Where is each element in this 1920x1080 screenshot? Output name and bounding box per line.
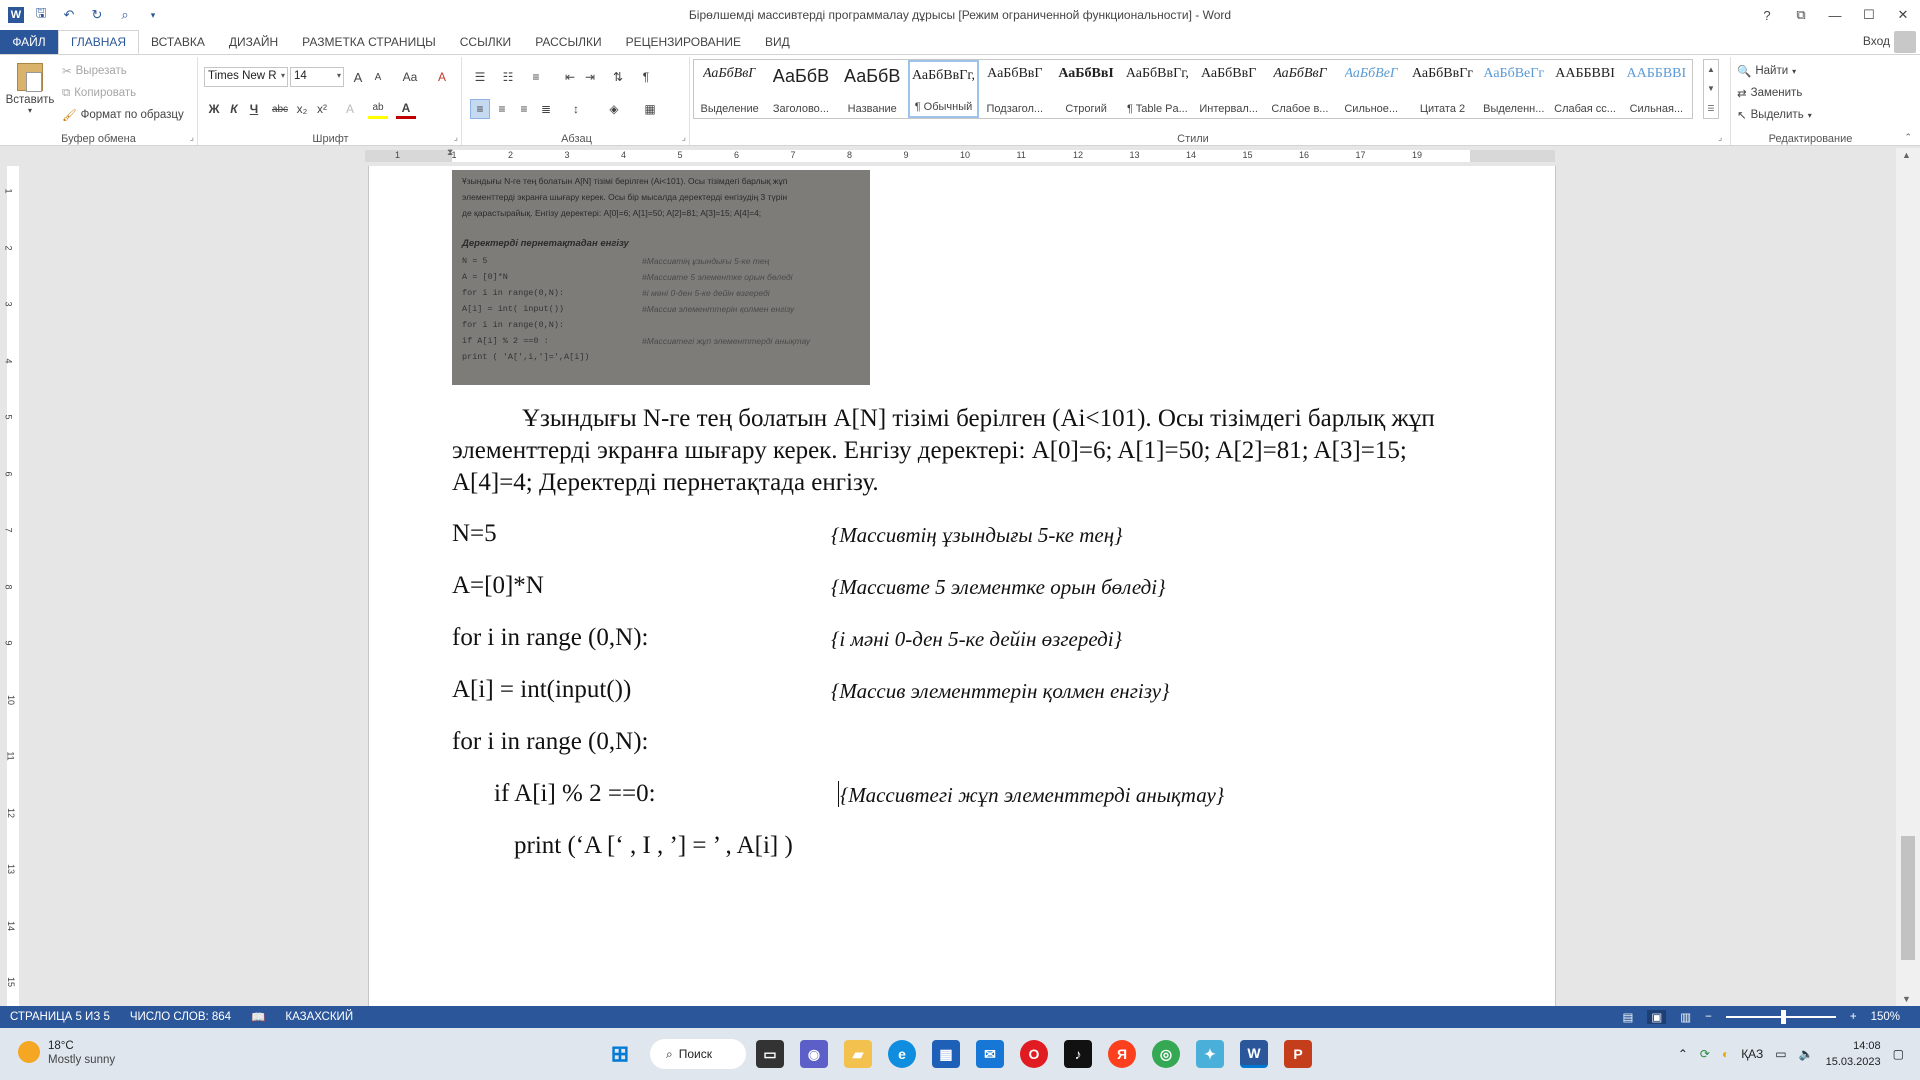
- sort-icon: ⇅: [612, 70, 624, 84]
- style-item[interactable]: [1549, 60, 1620, 118]
- clock-time: 14:08: [1853, 1040, 1881, 1052]
- ruler-number: 9: [903, 150, 909, 160]
- ruler-number: 17: [1355, 150, 1366, 160]
- ruler-number: 12: [6, 807, 17, 818]
- style-preview: АаБбВеГг: [1483, 66, 1545, 81]
- binoculars-icon: 🔍: [1737, 66, 1752, 78]
- clock-date: 15.03.2023: [1825, 1056, 1881, 1068]
- font-launcher-icon[interactable]: ⌟: [453, 132, 458, 142]
- code-line: print (‘A [‘ , I , ’] = ’ , A[i] ): [514, 832, 793, 859]
- status-bar: [0, 1006, 1920, 1028]
- style-item[interactable]: [1050, 60, 1121, 118]
- document-title: Бірөлшемді массивтерді программалау дұрысы [Режим ограниченной функциональности] - Word: [688, 8, 1232, 22]
- style-preview: АаБбВвГ: [1200, 66, 1257, 81]
- style-item[interactable]: [979, 60, 1050, 118]
- word-count[interactable]: ЧИСЛО СЛОВ: 864: [129, 1011, 232, 1023]
- ribbon-display-options-button[interactable]: ⧉: [1796, 7, 1806, 22]
- style-name: Сильное...: [1344, 103, 1399, 115]
- redo-icon[interactable]: ↻: [91, 7, 103, 22]
- font-color-button[interactable]: [396, 99, 416, 119]
- keyboard-language[interactable]: ҚАЗ: [1741, 1047, 1764, 1061]
- word-app-icon[interactable]: W: [8, 7, 24, 23]
- save-icon[interactable]: 🖫: [35, 5, 47, 20]
- shrink-font-icon: A: [374, 71, 382, 83]
- read-mode-icon[interactable]: ▤: [1622, 1012, 1634, 1024]
- increase-indent-button[interactable]: [580, 67, 600, 87]
- paragraph-group-label: Абзац: [561, 133, 592, 145]
- style-preview: АаБбВеГ: [1344, 66, 1398, 81]
- ruler-number: 14: [1186, 150, 1197, 160]
- code-line: N=5: [452, 520, 497, 547]
- strikethrough-icon: abc: [271, 103, 289, 115]
- photo-code-comment: #Массивтегі жұп элементтерді анықтау: [642, 336, 811, 346]
- paragraph-launcher-icon[interactable]: ⌟: [681, 132, 686, 142]
- style-item[interactable]: [1407, 60, 1478, 118]
- style-item[interactable]: [1336, 60, 1407, 118]
- change-case-button[interactable]: [396, 67, 424, 87]
- zoom-slider[interactable]: [1726, 1016, 1836, 1018]
- text-effects-icon: A: [345, 102, 354, 116]
- chrome-icon[interactable]: ◎: [1152, 1040, 1180, 1068]
- ruler-number: 8: [847, 150, 853, 160]
- code-line: A=[0]*N: [452, 572, 544, 599]
- sun-icon: [18, 1041, 40, 1063]
- line-spacing-button[interactable]: [566, 99, 586, 119]
- system-tray: [1678, 1028, 1920, 1080]
- ruler-number: 7: [790, 150, 796, 160]
- security-icon[interactable]: ◐: [1721, 1047, 1730, 1061]
- ruler-number: 9: [3, 640, 14, 646]
- photo-code-line: A[i] = int( input()): [462, 304, 565, 314]
- ruler-number: 14: [6, 920, 17, 931]
- style-name: Название: [847, 103, 897, 115]
- tab-references[interactable]: ССЫЛКИ: [459, 35, 512, 49]
- textbook-photo[interactable]: [452, 170, 870, 385]
- style-preview: АаБбВвГг,: [1125, 66, 1189, 81]
- editing-group: [1730, 57, 1890, 145]
- chevron-down-icon: ▾: [336, 71, 341, 80]
- ruler-number: 4: [3, 357, 14, 364]
- justify-button[interactable]: [536, 99, 556, 119]
- increase-indent-icon: ⇥: [584, 70, 596, 84]
- style-preview: ААББВВI: [1626, 66, 1687, 81]
- code-comment: {Массив элементтерін қолмен енгізу}: [831, 679, 1170, 703]
- align-center-button[interactable]: [492, 99, 512, 119]
- ruler-number: 12: [1073, 150, 1084, 160]
- ruler-number: 10: [6, 694, 17, 705]
- style-preview: АаБбВвГ: [987, 66, 1043, 81]
- brush-icon: 🖌: [62, 110, 77, 122]
- tab-review[interactable]: РЕЦЕНЗИРОВАНИЕ: [625, 35, 741, 49]
- cursor-icon: ↖: [1737, 110, 1747, 122]
- proofing-icon[interactable]: 📖: [251, 1012, 266, 1024]
- web-layout-icon[interactable]: ▥: [1680, 1012, 1692, 1024]
- style-name: Слабое в...: [1271, 103, 1329, 115]
- ruler-number: 3: [3, 301, 14, 307]
- underline-button[interactable]: [244, 99, 264, 119]
- photo-code-comment: #Массив элементтерін қолмен енгізу: [642, 304, 795, 314]
- code-comment: {і мәні 0-ден 5-ке дейін өзгереді}: [831, 627, 1122, 651]
- style-name: Слабая сс...: [1554, 103, 1616, 115]
- customize-qat-icon[interactable]: ▾: [150, 9, 156, 20]
- style-name: Выделение: [700, 103, 759, 115]
- shrink-font-button[interactable]: [368, 67, 388, 87]
- ruler-number: 7: [3, 527, 14, 533]
- chevron-down-icon: ▾: [280, 71, 285, 80]
- font-size-value: 14: [294, 70, 307, 82]
- style-name: Сильная...: [1629, 103, 1684, 115]
- superscript-button[interactable]: [312, 99, 332, 119]
- zoom-in-button[interactable]: +: [1849, 1011, 1857, 1023]
- tab-insert[interactable]: ВСТАВКА: [151, 35, 205, 49]
- ruler-number: 13: [1129, 150, 1140, 160]
- page-count[interactable]: СТРАНИЦА 5 ИЗ 5: [10, 1011, 110, 1023]
- clock[interactable]: [1826, 1038, 1881, 1070]
- gallery-more-icon[interactable]: ☰: [1707, 103, 1715, 113]
- taskbar-search[interactable]: [650, 1039, 746, 1069]
- italic-icon: К: [230, 102, 238, 116]
- styles-gallery-scroll[interactable]: [1703, 59, 1719, 119]
- replace-button[interactable]: [1737, 83, 1802, 103]
- paste-label: Вставить: [5, 94, 55, 106]
- ruler-number: 19: [1412, 150, 1423, 160]
- chevron-down-icon: ▾: [1807, 110, 1812, 120]
- chevron-down-icon[interactable]: ▼: [1707, 84, 1715, 94]
- style-name: Интервал...: [1199, 103, 1258, 115]
- print-preview-icon[interactable]: ⌕: [121, 7, 129, 22]
- avatar[interactable]: [1894, 31, 1916, 53]
- sync-icon[interactable]: ⟳: [1699, 1047, 1710, 1061]
- photo-code-line: N = 5: [462, 256, 488, 266]
- find-label: Найти: [1755, 65, 1789, 77]
- style-item[interactable]: [837, 60, 908, 118]
- volume-icon[interactable]: 🔈: [1798, 1047, 1814, 1061]
- ruler-number: 15: [1242, 150, 1253, 160]
- zoom-slider-thumb[interactable]: [1781, 1010, 1786, 1024]
- bullets-button[interactable]: [470, 67, 490, 87]
- tab-view[interactable]: ВИД: [764, 35, 790, 49]
- store-icon[interactable]: ▦: [932, 1040, 960, 1068]
- search-label: Поиск: [678, 1047, 712, 1061]
- clipboard-group-label: Буфер обмена: [61, 133, 136, 145]
- ruler-number: 1: [3, 188, 14, 194]
- decrease-indent-icon: ⇤: [564, 70, 576, 84]
- search-icon: ⌕: [666, 1046, 673, 1061]
- photo-text-line: де қарастырайық. Енгізу деректері: A[0]=6; A[1]=50; A[2]=81; A[3]=15; A[4]=4;: [462, 208, 762, 218]
- style-item[interactable]: [908, 60, 979, 118]
- code-comment: {Массивтің ұзындығы 5-ке тең}: [831, 523, 1123, 547]
- format-painter-button[interactable]: [62, 105, 184, 125]
- minimize-button[interactable]: —: [1828, 7, 1842, 23]
- paragraph-group: [464, 57, 690, 145]
- ruler-number: 1: [451, 150, 457, 160]
- notifications-icon[interactable]: ▢: [1892, 1047, 1904, 1061]
- borders-icon: ▦: [644, 102, 656, 116]
- style-name: Заголово...: [772, 103, 829, 115]
- ruler-number: 11: [1016, 150, 1026, 160]
- zoom-out-button[interactable]: −: [1705, 1011, 1712, 1023]
- code-comment: {Массивте 5 элементке орын бөледі}: [831, 575, 1166, 599]
- windows-start-icon[interactable]: ⊞: [610, 1041, 630, 1066]
- file-explorer-icon[interactable]: ▰: [844, 1040, 872, 1068]
- bold-icon: Ж: [208, 102, 220, 116]
- maximize-button[interactable]: ☐: [1863, 7, 1875, 22]
- display-icon[interactable]: ▭: [1775, 1047, 1787, 1061]
- select-label: Выделить: [1750, 109, 1804, 121]
- photo-text-line: Деректерді пернетақтадан енгізу: [462, 238, 629, 249]
- ruler-number: 6: [734, 150, 740, 160]
- font-group-label: Шрифт: [312, 133, 349, 145]
- italic-button[interactable]: [224, 99, 244, 119]
- copy-button[interactable]: [62, 83, 136, 103]
- scroll-up-icon[interactable]: ▲: [1902, 150, 1911, 160]
- indent-marker-icon[interactable]: ⧗: [447, 147, 454, 157]
- ruler-number: 13: [6, 863, 17, 875]
- style-item[interactable]: [765, 60, 836, 118]
- photo-code-line: print ( 'A[',i,']=',A[i]): [462, 352, 590, 362]
- cut-button[interactable]: [62, 61, 127, 81]
- text-cursor: [838, 781, 839, 807]
- edge-icon[interactable]: e: [888, 1040, 916, 1068]
- horizontal-ruler[interactable]: [0, 147, 1920, 165]
- code-line: if A[i] % 2 ==0:: [494, 780, 656, 807]
- photo-code-line: A = [0]*N: [462, 272, 508, 282]
- task-view-icon[interactable]: ▭: [756, 1040, 784, 1068]
- print-layout-icon[interactable]: ▣: [1647, 1010, 1666, 1024]
- opera-icon[interactable]: O: [1020, 1040, 1048, 1068]
- paste-dropdown-icon: ▾: [27, 106, 32, 115]
- paste-button[interactable]: [5, 63, 55, 115]
- align-right-icon: ≡: [520, 102, 528, 116]
- ruler-number: 8: [3, 583, 14, 590]
- taskbar: [0, 1028, 1920, 1080]
- align-center-icon: ≡: [498, 102, 506, 116]
- paste-icon: [17, 63, 43, 91]
- powerpoint-icon[interactable]: P: [1284, 1040, 1312, 1068]
- style-name: ¶ Table Pa...: [1127, 103, 1188, 115]
- document-page[interactable]: [368, 166, 1556, 1006]
- style-item[interactable]: [1264, 60, 1335, 118]
- style-preview: АаБбВ: [772, 66, 830, 86]
- tab-file[interactable]: ФАЙЛ: [0, 30, 58, 54]
- style-item[interactable]: [1193, 60, 1264, 118]
- styles-launcher-icon[interactable]: ⌟: [1718, 132, 1723, 142]
- grow-font-icon: A: [353, 69, 363, 85]
- collapse-ribbon-icon[interactable]: ⌃: [1904, 132, 1912, 142]
- copy-label: Копировать: [74, 87, 137, 99]
- ruler-number: 11: [5, 751, 16, 761]
- style-preview: АаБбВвГг: [1411, 66, 1474, 81]
- shading-button[interactable]: [604, 99, 624, 119]
- clear-formatting-button[interactable]: [432, 67, 452, 87]
- tiktok-icon[interactable]: ♪: [1064, 1040, 1092, 1068]
- style-name: ¶ Обычный: [914, 101, 973, 113]
- style-preview: АаБбВвГг,: [912, 68, 976, 83]
- yandex-icon[interactable]: Я: [1108, 1040, 1136, 1068]
- underline-icon: Ч: [249, 102, 259, 116]
- scroll-down-icon[interactable]: ▼: [1902, 994, 1911, 1004]
- font-size-select[interactable]: [290, 67, 344, 87]
- bold-button[interactable]: [204, 99, 224, 119]
- vertical-ruler[interactable]: [4, 166, 22, 1006]
- photo-code-comment: #Массивтің ұзындығы 5-ке тең: [642, 256, 770, 266]
- code-line: for i in range (0,N):: [452, 728, 649, 755]
- ruler-number: 5: [3, 414, 14, 420]
- undo-icon[interactable]: ↶: [63, 7, 75, 22]
- tab-page-layout[interactable]: РАЗМЕТКА СТРАНИЦЫ: [302, 35, 436, 49]
- style-name: Цитата 2: [1419, 103, 1466, 115]
- highlight-icon: ab: [372, 102, 384, 113]
- tab-design[interactable]: ДИЗАЙН: [228, 35, 279, 49]
- sign-in-link[interactable]: Вход: [1862, 34, 1890, 48]
- chevron-up-icon[interactable]: ▲: [1707, 65, 1715, 75]
- subscript-button[interactable]: [292, 99, 312, 119]
- bullets-icon: ☰: [474, 70, 486, 84]
- editing-group-label: Редактирование: [1768, 133, 1853, 145]
- close-button[interactable]: ✕: [1897, 7, 1909, 22]
- photo-text-line: элементтерді экранға шығару керек. Осы бір мысалда деректерді енгізудің 3 түрін: [462, 192, 788, 202]
- style-preview: АаБбВвГ: [1273, 66, 1327, 81]
- photo-code-comment: #Массивте 5 элементке орын бөледі: [642, 272, 793, 282]
- text-effects-button[interactable]: [340, 99, 360, 119]
- ruler-number: 6: [3, 470, 14, 477]
- styles-group-label: Стили: [1177, 133, 1209, 145]
- ruler-number: 15: [6, 976, 17, 988]
- superscript-icon: x²: [317, 102, 327, 116]
- align-left-icon: ≡: [476, 102, 484, 116]
- borders-button[interactable]: [640, 99, 660, 119]
- ruler-number: 5: [677, 150, 683, 160]
- replace-label: Заменить: [1750, 87, 1803, 99]
- photo-code-line: for i in range(0,N):: [462, 288, 565, 298]
- format-painter-label: Формат по образцу: [80, 109, 184, 121]
- tab-home[interactable]: ГЛАВНАЯ: [58, 30, 139, 54]
- ruler-number: 1: [395, 150, 401, 160]
- weather-temperature: 18°C: [48, 1040, 74, 1052]
- font-color-icon: A: [401, 100, 411, 115]
- paint-bucket-icon: ◈: [609, 102, 619, 116]
- justify-icon: ≣: [540, 102, 552, 116]
- font-family-value: Times New R: [208, 70, 277, 82]
- ruler-number: 16: [1299, 150, 1310, 160]
- ribbon-tabs: [0, 30, 1920, 54]
- weather-description: Mostly sunny: [48, 1054, 116, 1066]
- style-preview: ААББВВI: [1555, 66, 1615, 81]
- code-comment: {Массивтегі жұп элементтерді анықтау}: [840, 783, 1225, 807]
- highlight-button[interactable]: [368, 99, 388, 119]
- code-line: for i in range (0,N):: [452, 624, 649, 651]
- styles-gallery: [693, 59, 1693, 119]
- vertical-scrollbar[interactable]: [1896, 148, 1920, 1006]
- help-button[interactable]: ?: [1763, 7, 1771, 23]
- tab-mailings[interactable]: РАССЫЛКИ: [535, 35, 602, 49]
- photo-code-comment: #і мәні 0-ден 5-ке дейін өзгереді: [642, 288, 770, 298]
- find-button[interactable]: [1737, 61, 1796, 81]
- ruler-number: 4: [621, 150, 627, 160]
- style-preview: АаБбВ: [844, 66, 901, 86]
- line-spacing-icon: ↕: [573, 102, 579, 116]
- copy-icon: ⧉: [62, 86, 71, 99]
- style-item[interactable]: [694, 60, 765, 118]
- font-family-select[interactable]: [204, 67, 288, 87]
- app-icon[interactable]: ✦: [1196, 1040, 1224, 1068]
- subscript-icon: x₂: [296, 102, 308, 116]
- align-left-button[interactable]: [470, 99, 490, 119]
- style-item[interactable]: [1621, 60, 1692, 118]
- cut-label: Вырезать: [75, 65, 127, 77]
- quick-access-toolbar: [0, 0, 164, 30]
- numbering-icon: ☷: [502, 70, 514, 84]
- ribbon: [0, 54, 1920, 146]
- code-line: A[i] = int(input()): [452, 676, 632, 703]
- ruler-number: 2: [3, 244, 14, 251]
- chevron-down-icon: ▾: [1792, 66, 1797, 76]
- ruler-number: 10: [960, 150, 971, 160]
- pilcrow-icon: ¶: [642, 70, 650, 84]
- clear-formatting-icon: A: [437, 70, 446, 84]
- chat-icon[interactable]: ◉: [800, 1040, 828, 1068]
- replace-icon: ⇄: [1737, 88, 1747, 100]
- multilevel-list-icon: ≡: [532, 70, 540, 84]
- style-preview: АаБбВвГ: [703, 66, 757, 81]
- mail-icon[interactable]: ✉: [976, 1040, 1004, 1068]
- title-bar: [0, 0, 1920, 30]
- ruler-number: 2: [508, 150, 514, 160]
- select-button[interactable]: [1737, 105, 1812, 125]
- style-preview: АаБбВвI: [1058, 66, 1114, 81]
- task-paragraph: Ұзындығы N-ге тең болатын A[N] тізімі берілген (Ai<101). Осы тізімдегі барлық жұп элементтерді экранға шығару керек. Енгізу деректері: A[0]=6; A[1]=50; A[2]=81; A[3]=15; A[4]=4; Деректерді пернетақтада енгізу.: [452, 405, 1435, 496]
- style-item[interactable]: [1122, 60, 1193, 118]
- sort-button[interactable]: [608, 67, 628, 87]
- ruler-number: 3: [564, 150, 570, 160]
- word-taskbar-icon[interactable]: W: [1240, 1040, 1268, 1068]
- photo-text-line: Ұзындығы N-ге тең болатын А[N] тізімі берілген (Аі<101). Осы тізімдегі барлық жұп: [462, 176, 788, 186]
- strikethrough-button[interactable]: [270, 99, 290, 119]
- change-case-icon: Aa: [402, 70, 418, 84]
- decrease-indent-button[interactable]: [560, 67, 580, 87]
- clipboard-launcher-icon[interactable]: ⌟: [189, 132, 194, 142]
- photo-code-line: for i in range(0,N):: [462, 320, 565, 330]
- show-formatting-button[interactable]: [636, 67, 656, 87]
- weather-widget[interactable]: [18, 1038, 115, 1066]
- style-item[interactable]: [1478, 60, 1549, 118]
- scrollbar-thumb[interactable]: [1901, 836, 1915, 960]
- photo-code-line: if A[i] % 2 ==0 :: [462, 336, 549, 346]
- language-indicator[interactable]: КАЗАХСКИЙ: [285, 1011, 354, 1023]
- clipboard-group: [0, 57, 198, 145]
- style-name: Строгий: [1065, 103, 1107, 115]
- align-right-button[interactable]: [514, 99, 534, 119]
- numbering-button[interactable]: [498, 67, 518, 87]
- chevron-up-icon[interactable]: ⌃: [1677, 1047, 1688, 1061]
- font-group: [200, 57, 462, 145]
- scissors-icon: ✂: [62, 66, 72, 78]
- grow-font-button[interactable]: [348, 67, 368, 87]
- zoom-level[interactable]: 150%: [1870, 1011, 1900, 1023]
- multilevel-list-button[interactable]: [526, 67, 546, 87]
- style-name: Выделенн...: [1483, 103, 1545, 115]
- style-name: Подзагол...: [986, 103, 1044, 115]
